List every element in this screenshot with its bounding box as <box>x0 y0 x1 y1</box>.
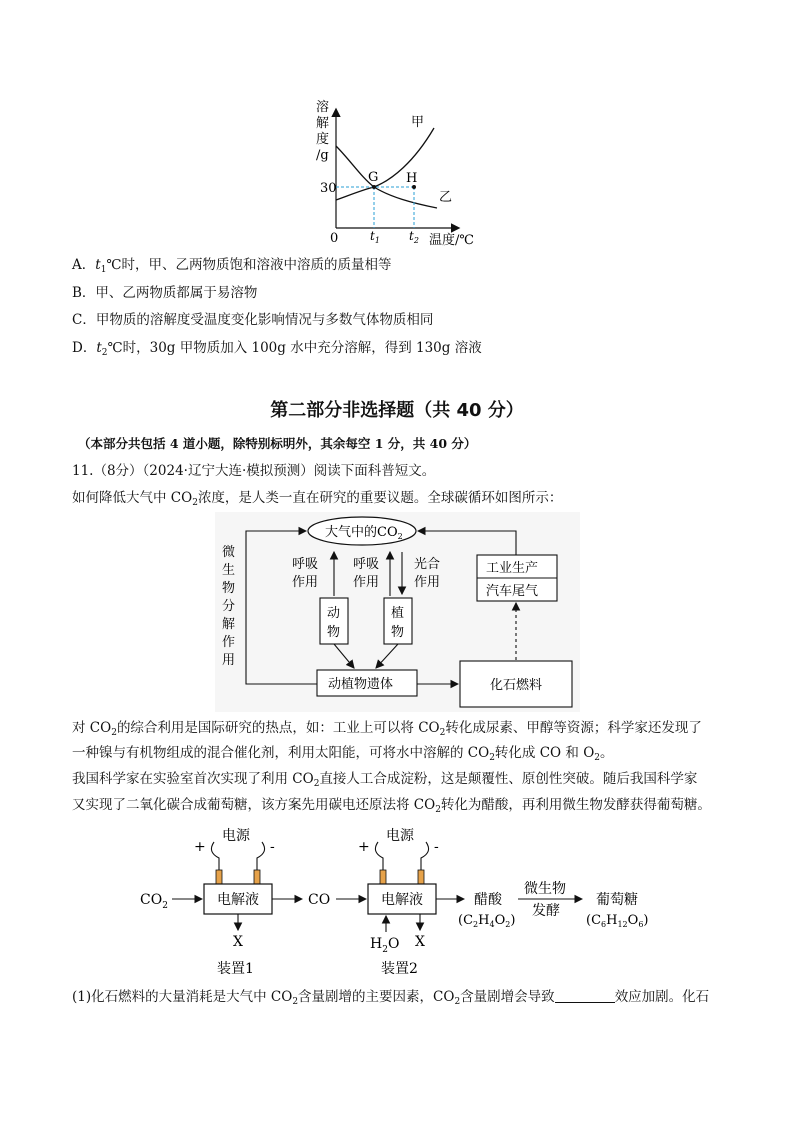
plus-1: + <box>194 839 206 855</box>
q11-p2-l2-b: 转化成 CO 和 O <box>494 745 595 761</box>
option-d <box>72 339 482 357</box>
animal-label-b: 物 <box>327 625 341 640</box>
q11-sub1-d: 效应加剧。化石 <box>614 989 710 1005</box>
co2-sub: 2 <box>439 728 446 738</box>
q11-p1-b: 浓度，是人类一直在研究的重要议题。全球碳循环如图所示： <box>197 490 563 506</box>
photosynthesis-label: 光合 <box>414 557 441 572</box>
device1-x-label: X <box>233 934 243 950</box>
q11-paragraph-3-line-1 <box>72 770 697 788</box>
solubility-chart <box>300 92 500 252</box>
y-axis-label: 度 <box>316 132 330 147</box>
co2-sub: 2 <box>435 805 441 815</box>
ferment-label: 发酵 <box>532 903 560 919</box>
microbe-label-char: 作 <box>222 635 236 650</box>
glucose-formula: $(C_6H_{12}O_6)$ <box>586 913 649 929</box>
industry-label: 工业生产 <box>486 561 539 576</box>
q11-header: 11.（8分）（2024·辽宁大连·模拟预测）阅读下面科普短文。 <box>72 463 436 479</box>
acetic-acid-label: 醋酸 <box>474 892 502 908</box>
device2-label: 装置2 <box>381 961 418 977</box>
option-a-sub: 1 <box>100 265 107 275</box>
option-d-sub: 2 <box>101 348 108 358</box>
o2-sub: 2 <box>594 753 600 763</box>
point-g <box>372 185 376 189</box>
microbe-label-char: 物 <box>222 581 236 596</box>
q11-sub1-c: 含量剧增会导致 <box>460 989 555 1005</box>
power-source-1-label: 电源 <box>222 828 250 844</box>
electrolyte-2-label: 电解液 <box>381 892 423 908</box>
electrode-1-left <box>216 870 222 884</box>
microbe-label-char: 用 <box>222 653 236 668</box>
atmosphere-co2-label: 大气中的$CO_2$ <box>325 525 403 541</box>
t2-label: $t_2$ <box>409 229 419 245</box>
option-a-prefix: A． <box>72 257 96 273</box>
carbon-cycle-diagram <box>215 512 580 712</box>
exhaust-label: 汽车尾气 <box>486 584 539 599</box>
q11-p3-l2-b: 转化为醋酸，再利用微生物发酵获得葡萄糖。 <box>440 797 711 813</box>
q11-p3-l2-a: 又实现了二氧化碳合成葡萄糖，该方案先用碳电还原法将 CO <box>72 797 436 813</box>
option-a-text: ℃时，甲、乙两物质饱和溶液中溶质的质量相等 <box>106 257 392 273</box>
wire-2-left <box>375 842 383 872</box>
animal-label: 动 <box>327 606 341 621</box>
curve-jia-label: 甲 <box>411 115 425 130</box>
t1-label: $t_1$ <box>370 229 380 245</box>
microbe-label: 微生物 <box>524 881 566 897</box>
wire-1-right <box>257 842 265 872</box>
q11-p1-sub: 2 <box>192 498 198 508</box>
plus-2: + <box>358 839 370 855</box>
q11-paragraph-3-line-2 <box>72 796 711 814</box>
plant-label: 植 <box>391 606 405 621</box>
respiration-label-1: 呼吸 <box>292 557 319 572</box>
q11-p2-l2-a: 一种镍与有机物组成的混合催化剂，利用太阳能，可将水中溶解的 CO <box>72 745 490 761</box>
q11-paragraph-2-line-1 <box>72 719 702 737</box>
y-axis-label: 解 <box>316 116 330 131</box>
option-d-prefix: D． <box>72 340 97 356</box>
q11-paragraph-2-line-2 <box>72 744 614 762</box>
q11-p2-l1-c: 转化成尿素、甲醇等资源；科学家还发现了 <box>445 720 702 736</box>
option-d-t: t <box>96 340 102 356</box>
respiration-label-1-b: 作用 <box>292 575 319 590</box>
photosynthesis-label-b: 作用 <box>414 575 441 590</box>
wire-2-right <box>421 842 429 872</box>
option-c: C．甲物质的溶解度受温度变化影响情况与多数气体物质相同 <box>72 312 434 328</box>
q11-sub1-b: 含量剧增的主要因素，CO <box>298 989 455 1005</box>
q11-sub1-a: (1)化石燃料的大量消耗是大气中 CO <box>72 989 293 1005</box>
co2-sub: 2 <box>489 753 495 763</box>
acetic-acid-formula: $(C_2H_4O_2)$ <box>458 913 516 929</box>
electrolyte-1-label: 电解液 <box>217 892 259 908</box>
origin-label: 0 <box>330 231 339 246</box>
respiration-label-2: 呼吸 <box>353 557 380 572</box>
microbe-label-char: 分 <box>222 599 236 614</box>
curve-jia <box>336 128 434 200</box>
glucose-label: 葡萄糖 <box>596 892 638 908</box>
q11-paragraph-1 <box>72 489 562 507</box>
x-axis-label: 温度/℃ <box>429 233 474 248</box>
q11-p2-l2-c: 。 <box>600 745 614 761</box>
electrode-2-right <box>418 870 424 884</box>
electrode-2-left <box>380 870 386 884</box>
y-axis-label: 溶 <box>316 100 330 115</box>
point-h-label: H <box>406 171 418 186</box>
option-a <box>72 256 392 274</box>
q11-p3-l1-b: 直接人工合成淀粉，这是颠覆性、原创性突破。随后我国科学家 <box>319 771 698 787</box>
co2-sub: 2 <box>292 997 299 1007</box>
curve-yi <box>336 146 437 208</box>
wire-1-left <box>211 842 219 872</box>
co2-input-label: $CO_2$ <box>140 892 168 911</box>
option-d-text: ℃时，30g 甲物质加入 100g 水中充分溶解，得到 130g 溶液 <box>107 340 482 356</box>
remains-label: 动植物遗体 <box>328 677 394 692</box>
device1-label: 装置1 <box>217 961 254 977</box>
section-title: 第二部分非选择题（共 40 分） <box>270 400 524 421</box>
co-label: CO <box>308 892 331 908</box>
electrode-1-right <box>254 870 260 884</box>
y-tick-30: 30 <box>320 181 337 196</box>
q11-p2-l1-a: 对 CO <box>72 720 112 736</box>
section-note: （本部分共包括 4 道小题，除特别标明外，其余每空 1 分，共 40 分） <box>78 436 477 451</box>
microbe-label-char: 生 <box>222 563 236 578</box>
fossil-fuel-label: 化石燃料 <box>490 678 543 693</box>
y-axis-label: /g <box>316 148 329 163</box>
power-source-2-label: 电源 <box>386 828 414 844</box>
co2-sub: 2 <box>454 997 461 1007</box>
q11-p3-l1-a: 我国科学家在实验室首次实现了利用 CO <box>72 771 314 787</box>
answer-blank[interactable] <box>555 988 615 1003</box>
respiration-label-2-b: 作用 <box>353 575 380 590</box>
curve-yi-label: 乙 <box>439 190 453 205</box>
microbe-label-char: 解 <box>222 617 236 632</box>
co2-sub: 2 <box>313 779 320 789</box>
plant-label-b: 物 <box>391 625 405 640</box>
microbe-label-char: 微 <box>222 545 236 560</box>
q11-p2-l1-b: 的综合利用是国际研究的热点，如：工业上可以将 CO <box>116 720 440 736</box>
point-g-label: G <box>368 170 379 185</box>
option-b: B．甲、乙两物质都属于易溶物 <box>72 285 258 301</box>
device-diagram <box>130 820 670 982</box>
minus-2: - <box>434 839 439 855</box>
minus-1: - <box>270 839 275 855</box>
device2-x-label: X <box>415 934 425 950</box>
q11-sub1 <box>72 988 709 1006</box>
option-a-t: t <box>95 257 101 273</box>
h2o-label: $H_2O$ <box>370 936 400 955</box>
co2-sub: 2 <box>111 728 117 738</box>
q11-p1-a: 如何降低大气中 CO <box>72 490 193 506</box>
